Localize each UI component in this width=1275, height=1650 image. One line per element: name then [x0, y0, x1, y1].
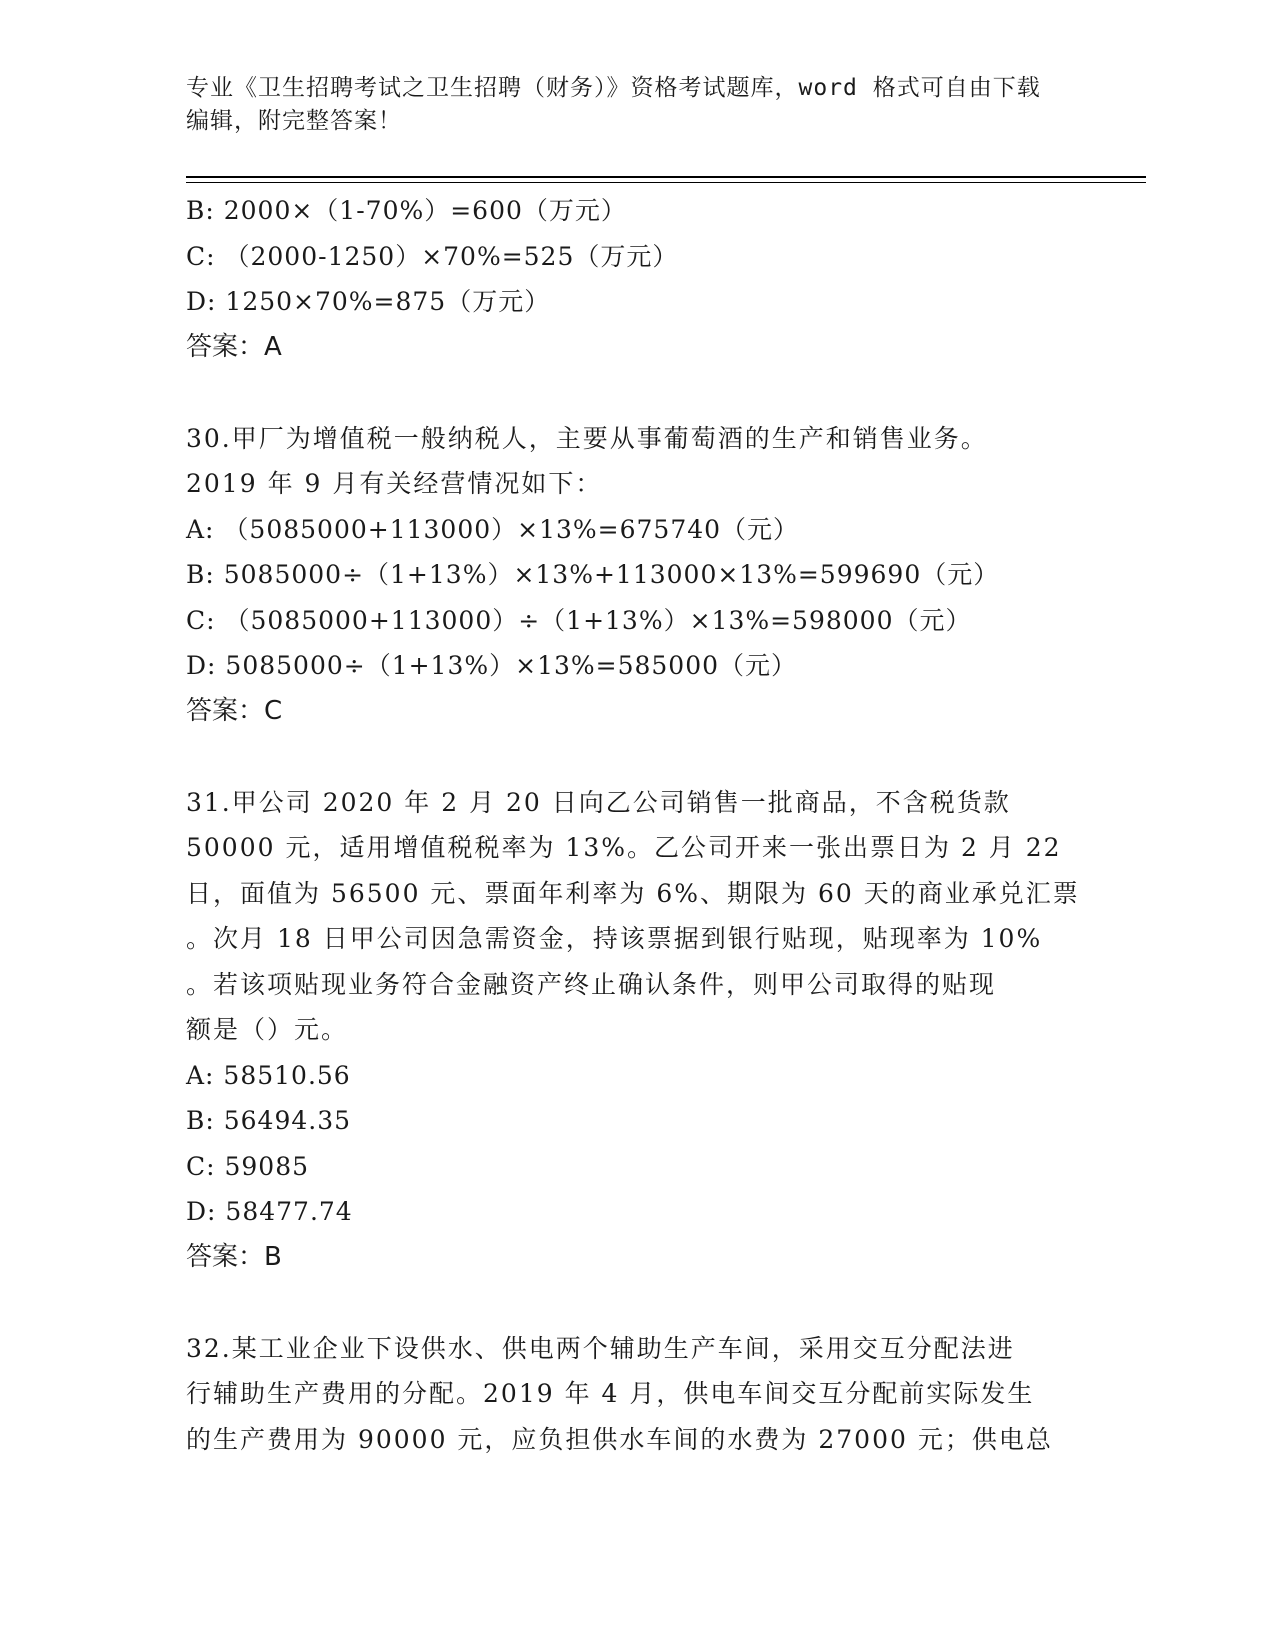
option-d: D: 58477.74: [186, 1197, 353, 1226]
question-line: 2019 年 9 月有关经营情况如下：: [186, 469, 603, 498]
option-d: D: 5085000÷（1+13%）×13%=585000（元）: [186, 651, 798, 680]
question-text: [186, 416, 1066, 507]
option-b: B: 5085000÷（1+13%）×13%+113000×13%=599690（元）: [186, 560, 1000, 589]
option-b: B: 2000×（1-70%）=600（万元）: [186, 196, 627, 225]
option-c: C: 59085: [186, 1151, 310, 1181]
header-line-1: 专业《卫生招聘考试之卫生招聘（财务）》资格考试题库，word 格式可自由下载: [186, 75, 1041, 101]
question-line: 。次月 18 日甲公司因急需资金，持该票据到银行贴现，贴现率为 10%: [186, 924, 1043, 953]
question-30: [186, 416, 1066, 735]
option-c: C: （5085000+113000）÷（1+13%）×13%=598000（元）: [186, 605, 972, 635]
option-a: A: 58510.56: [186, 1060, 351, 1090]
answer-label: 答案：C: [186, 695, 283, 726]
question-29-tail: [186, 188, 1066, 370]
question-line: 日，面值为 56500 元、票面年利率为 6%、期限为 60 天的商业承兑汇票: [186, 878, 1080, 908]
header-divider-thick: [186, 176, 1146, 178]
question-line: 。若该项贴现业务符合金融资产终止确认条件，则甲公司取得的贴现: [186, 969, 997, 999]
question-line: 30.甲厂为增值税一般纳税人，主要从事葡萄酒的生产和销售业务。: [186, 423, 988, 453]
option-b: B: 56494.35: [186, 1106, 352, 1135]
option-d: D: 1250×70%=875（万元）: [186, 287, 551, 316]
question-list: [186, 188, 1080, 1462]
question-line: 的生产费用为 90000 元，应负担供水车间的水费为 27000 元；供电总: [186, 1424, 1053, 1454]
question-line: 50000 元，适用增值税税率为 13%。乙公司开来一张出票日为 2 月 22: [186, 833, 1062, 862]
question-31: [186, 780, 1080, 1281]
question-line: 行辅助生产费用的分配。2019 年 4 月，供电车间交互分配前实际发生: [186, 1379, 1035, 1408]
question-line: 额是（）元。: [186, 1015, 349, 1044]
question-line: 32.某工业企业下设供水、供电两个辅助生产车间，采用交互分配法进: [186, 1333, 1015, 1363]
header-line-2: 编辑，附完整答案！: [186, 108, 402, 134]
document-page: [186, 0, 1146, 1650]
document-header: [186, 72, 1066, 138]
answer-label: 答案：B: [186, 1241, 282, 1272]
header-divider-thin: [186, 182, 1146, 183]
spacer: [186, 1280, 1066, 1326]
answer-label: 答案：A: [186, 331, 282, 362]
spacer: [186, 734, 1066, 780]
question-line: 31.甲公司 2020 年 2 月 20 日向乙公司销售一批商品，不含税货款: [186, 787, 1011, 817]
option-a: A: （5085000+113000）×13%=675740（元）: [186, 514, 800, 544]
question-text: [186, 780, 1080, 1053]
spacer: [186, 370, 1066, 416]
question-32: [186, 1326, 1066, 1463]
option-c: C: （2000-1250）×70%=525（万元）: [186, 241, 679, 271]
question-text: [186, 1326, 1066, 1463]
